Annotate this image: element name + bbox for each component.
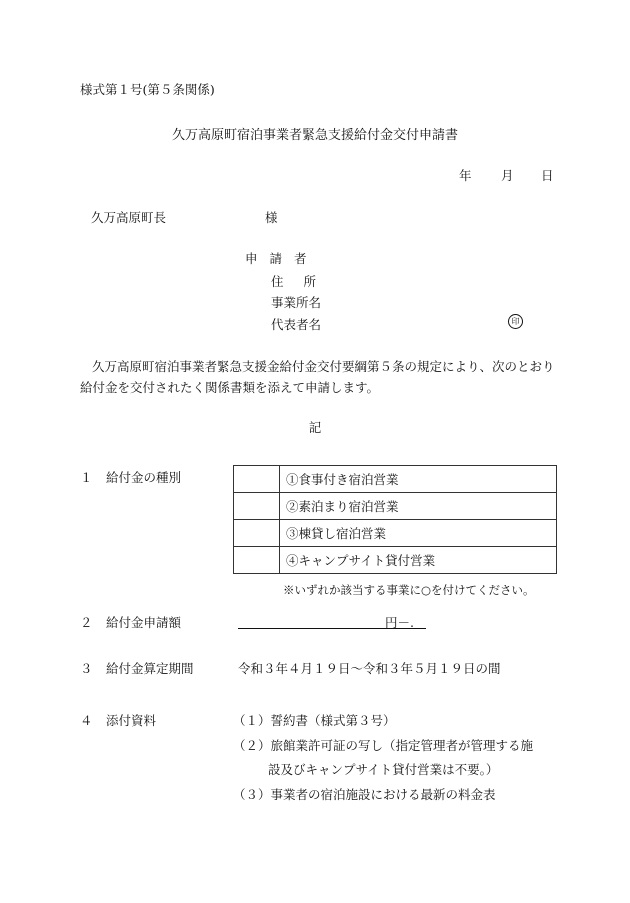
- seal-mark: 印: [508, 314, 523, 329]
- type-4-label: ④キャンプサイト貸付営業: [280, 547, 557, 574]
- applicant-address-label: [271, 272, 316, 290]
- section-1-label: 給付金の種別: [106, 470, 182, 485]
- address-char-2: 所: [303, 274, 317, 289]
- type-2-checkbox-cell[interactable]: [234, 493, 280, 520]
- form-number: 様式第１号(第５条関係): [80, 82, 215, 97]
- addressee-honorific: 様: [265, 210, 278, 225]
- attachment-item-2: （２）旅館業許可証の写し（指定管理者が管理する施: [233, 738, 534, 753]
- document-title: 久万高原町宿泊事業者緊急支援給付金交付申請書: [171, 128, 458, 143]
- type-1-label: ①食事付き宿泊営業: [280, 466, 557, 493]
- applicant-business-name-label: 事業所名: [271, 295, 322, 310]
- section-2-number: ２: [80, 615, 93, 630]
- calculation-period: 令和３年４月１９日～令和３年５月１９日の間: [238, 661, 501, 676]
- table-row: [234, 466, 557, 493]
- applicant-label: 申 請 者: [245, 251, 311, 266]
- benefit-type-table: [233, 465, 557, 574]
- amount-unit: 円－.: [385, 615, 414, 630]
- section-2-label: 給付金申請額: [106, 615, 182, 630]
- ki-heading: 記: [308, 420, 322, 435]
- attachment-item-1: （１）誓約書（様式第３号）: [233, 713, 396, 728]
- applicant-representative-label: 代表者名: [271, 317, 322, 332]
- type-3-label: ③棟貸し宿泊営業: [280, 520, 557, 547]
- attachment-item-2-continued: 設及びキャンプサイト貸付営業は不要。）: [268, 762, 499, 777]
- section-4-label: 添付資料: [106, 713, 157, 728]
- selection-note: ※いずれか該当する事業に○を付けてください。: [283, 583, 535, 597]
- addressee-name: 久万高原町長: [91, 210, 167, 225]
- date-day-label: 日: [541, 168, 554, 183]
- table-row: [234, 547, 557, 574]
- section-3-label: 給付金算定期間: [106, 661, 194, 676]
- application-statement: 久万高原町宿泊事業者緊急支援金給付金交付要綱第５条の規定により、次のとおり給付金を交付されたく関係書類を添えて申請します。: [80, 359, 555, 395]
- date-year-label: 年: [459, 168, 472, 183]
- type-1-checkbox-cell[interactable]: [234, 466, 280, 493]
- date-month-label: 月: [501, 168, 514, 183]
- type-3-checkbox-cell[interactable]: [234, 520, 280, 547]
- type-2-label: ②素泊まり宿泊営業: [280, 493, 557, 520]
- section-1-number: １: [80, 470, 93, 485]
- table-row: [234, 493, 557, 520]
- section-3-number: ３: [80, 661, 93, 676]
- section-4-number: ４: [80, 713, 93, 728]
- table-row: [234, 520, 557, 547]
- attachment-item-3: （３）事業者の宿泊施設における最新の料金表: [233, 787, 496, 802]
- type-4-checkbox-cell[interactable]: [234, 547, 280, 574]
- address-char-1: 住: [271, 274, 284, 289]
